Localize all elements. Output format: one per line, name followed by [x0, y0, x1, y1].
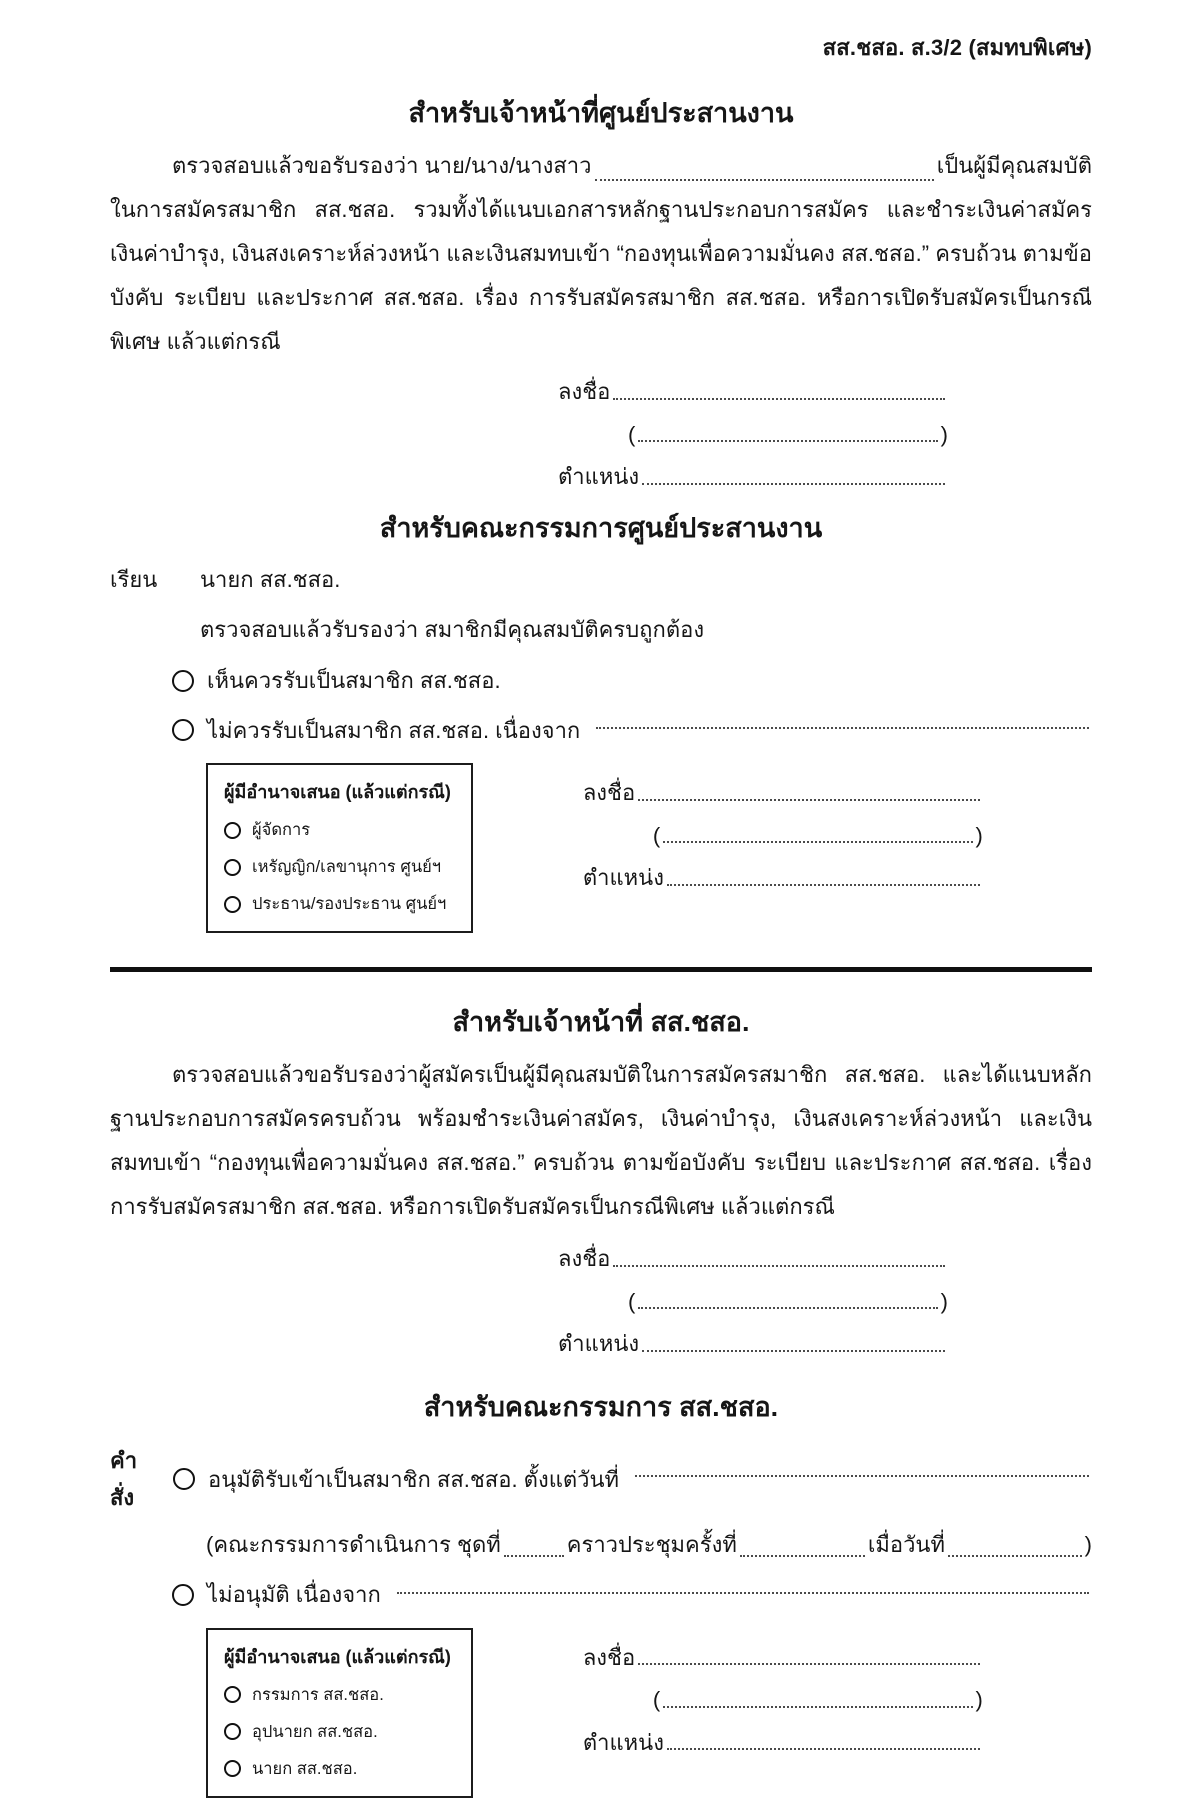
position-fill-line[interactable]	[642, 1350, 945, 1352]
section-divider	[110, 967, 1092, 972]
authority-option-vice-president-label: อุปนายก สส.ชสอ.	[252, 1722, 378, 1741]
authority-option-chairman-label: ประธาน/รองประธาน ศูนย์ฯ	[252, 895, 447, 914]
radio-treasurer-icon[interactable]	[224, 859, 241, 876]
sign-label: ลงชื่อ	[558, 1246, 611, 1272]
section4-signature-block	[583, 1630, 983, 1758]
committee-suffix: )	[1084, 1531, 1092, 1557]
sign-label: ลงชื่อ	[558, 379, 611, 404]
sign-label: ลงชื่อ	[582, 1644, 636, 1670]
approve-date-fill-line[interactable]	[635, 1475, 1089, 1477]
committee-set-fill-line[interactable]	[504, 1555, 564, 1557]
radio-committee-icon[interactable]	[224, 1686, 241, 1703]
section2-certify-line: ตรวจสอบแล้วรับรองว่า สมาชิกมีคุณสมบัติครบถูกต้อง	[200, 616, 705, 642]
signature-fill-line[interactable]	[613, 398, 945, 400]
paren-open: (	[652, 1687, 661, 1713]
authority-option-treasurer-label: เหรัญญิก/เลขานุการ ศูนย์ฯ	[252, 858, 442, 877]
section3-paragraph	[110, 1053, 1092, 1229]
radio-reject-icon[interactable]	[172, 719, 194, 741]
committee-mid1: คราวประชุมครั้งที่	[566, 1531, 737, 1557]
section4-order-row	[110, 1442, 1092, 1517]
signature-fill-line[interactable]	[638, 1663, 980, 1665]
section1-line1-suffix: เป็นผู้มีคุณสมบัติ	[936, 153, 1092, 178]
position-fill-line[interactable]	[642, 483, 945, 485]
signer-name-fill-line[interactable]	[638, 440, 937, 442]
signer-name-fill-line[interactable]	[638, 1307, 937, 1309]
section4-option-reject[interactable]	[110, 1576, 1092, 1613]
authority-option-president[interactable]	[224, 1756, 451, 1782]
section2-title: สำหรับคณะกรรมการศูนย์ประสานงาน	[379, 512, 823, 543]
section2-box-and-signature	[110, 763, 1092, 933]
paren-close: )	[940, 1288, 948, 1314]
section2-option-accept-label: เห็นควรรับเป็นสมาชิก สส.ชสอ.	[207, 668, 501, 694]
position-label: ตำแหน่ง	[558, 464, 640, 490]
order-label: คำสั่ง	[110, 1447, 138, 1511]
to-value: นายก สส.ชสอ.	[200, 566, 341, 592]
paren-close: )	[975, 822, 983, 848]
paren-close: )	[940, 421, 948, 447]
reject-reason-fill-line[interactable]	[596, 727, 1089, 729]
section4-box-and-signature	[110, 1628, 1092, 1798]
section3-title: สำหรับเจ้าหน้าที่ สส.ชสอ.	[452, 1007, 750, 1038]
section1-paragraph	[110, 144, 1092, 364]
radio-chairman-icon[interactable]	[224, 896, 241, 913]
position-label: ตำแหน่ง	[582, 865, 664, 891]
meeting-date-fill-line[interactable]	[948, 1555, 1082, 1557]
sign-label: ลงชื่อ	[582, 780, 636, 806]
section2-signature-block	[583, 765, 983, 893]
radio-manager-icon[interactable]	[224, 822, 241, 839]
section2-option-accept[interactable]	[110, 662, 1092, 699]
section2-authority-box	[206, 763, 473, 933]
position-label: ตำแหน่ง	[582, 1729, 664, 1755]
paren-open: (	[652, 822, 661, 848]
section4-authority-box	[206, 1628, 473, 1798]
position-fill-line[interactable]	[667, 884, 980, 886]
authority-option-chairman[interactable]	[224, 891, 451, 917]
to-label: เรียน	[110, 566, 158, 592]
section1-body-text: ในการสมัครสมาชิก สส.ชสอ. รวมทั้งได้แนบเอกสารหลักฐานประกอบการสมัคร และชำระเงินค่าสมัคร เงินค่าบำรุง, เงินสงเคราะห์ล่วงหน้า และเงินสมทบเข้า “กองทุนเพื่อความมั่นคง สส.ชสอ.” ครบถ้วน ตามข้อบังคับ ระเบียบ และประกาศ สส.ชสอ. เรื่อง การรับสมัครสมาชิก สส.ชสอ. หรือการเปิดรับสมัครเป็นกรณีพิเศษ แล้วแต่กรณี	[110, 197, 1092, 354]
authority-option-treasurer[interactable]	[224, 854, 451, 880]
committee-prefix: (คณะกรรมการดำเนินการ ชุดที่	[206, 1531, 501, 1557]
section3-body-text: ตรวจสอบแล้วขอรับรองว่าผู้สมัครเป็นผู้มีคุณสมบัติในการสมัครสมาชิก สส.ชสอ. และได้แนบหลักฐานประกอบการสมัครครบถ้วน พร้อมชำระเงินค่าสมัคร, เงินค่าบำรุง, เงินสงเคราะห์ล่วงหน้า และเงินสมทบเข้า “กองทุนเพื่อความมั่นคง สส.ชสอ.” ครบถ้วน ตามข้อบังคับ ระเบียบ และประกาศ สส.ชสอ. เรื่อง การรับสมัครสมาชิก สส.ชสอ. หรือการเปิดรับสมัครเป็นกรณีพิเศษ แล้วแต่กรณี	[110, 1062, 1092, 1220]
section4-option-reject-label: ไม่อนุมัติ เนื่องจาก	[207, 1582, 381, 1608]
radio-vice-president-icon[interactable]	[224, 1723, 241, 1740]
radio-president-icon[interactable]	[224, 1760, 241, 1777]
position-fill-line[interactable]	[667, 1748, 980, 1750]
committee-mid2: เมื่อวันที่	[867, 1531, 945, 1557]
authority-option-committee-label: กรรมการ สส.ชสอ.	[252, 1685, 384, 1704]
signature-fill-line[interactable]	[613, 1265, 945, 1267]
signer-name-fill-line[interactable]	[663, 841, 972, 843]
section1-line1-prefix: ตรวจสอบแล้วขอรับรองว่า นาย/นาง/นางสาว	[172, 153, 592, 178]
paren-close: )	[975, 1687, 983, 1713]
authority-box-title: ผู้มีอำนาจเสนอ (แล้วแต่กรณี)	[224, 1646, 451, 1667]
radio-approve-icon[interactable]	[173, 1468, 195, 1490]
paren-open: (	[628, 1288, 636, 1314]
authority-box-title: ผู้มีอำนาจเสนอ (แล้วแต่กรณี)	[224, 782, 451, 803]
section1-title: สำหรับเจ้าหน้าที่ศูนย์ประสานงาน	[408, 98, 794, 128]
section4-committee-row	[110, 1525, 1092, 1565]
section2-option-reject-label: ไม่ควรรับเป็นสมาชิก สส.ชสอ. เนื่องจาก	[207, 717, 581, 743]
authority-option-committee[interactable]	[224, 1682, 451, 1708]
section3-signature-block	[558, 1245, 948, 1359]
signer-name-fill-line[interactable]	[663, 1706, 972, 1708]
authority-option-manager-label: ผู้จัดการ	[252, 821, 311, 840]
authority-option-vice-president[interactable]	[224, 1719, 451, 1745]
section2-option-reject[interactable]	[110, 712, 1092, 749]
section4-title: สำหรับคณะกรรมการ สส.ชสอ.	[423, 1391, 779, 1422]
disapprove-reason-fill-line[interactable]	[397, 1592, 1089, 1594]
position-label: ตำแหน่ง	[558, 1331, 640, 1357]
section4-option-approve-label: อนุมัติรับเข้าเป็นสมาชิก สส.ชสอ. ตั้งแต่วันที่	[208, 1466, 620, 1492]
section2-to-row	[110, 559, 1092, 601]
authority-option-president-label: นายก สส.ชสอ.	[252, 1759, 358, 1778]
meeting-number-fill-line[interactable]	[740, 1555, 865, 1557]
form-code: สส.ชสอ. ส.3/2 (สมทบพิเศษ)	[822, 35, 1092, 60]
authority-option-manager[interactable]	[224, 817, 451, 843]
signature-fill-line[interactable]	[638, 799, 980, 801]
radio-accept-icon[interactable]	[172, 670, 194, 692]
paren-open: (	[628, 421, 636, 447]
applicant-name-fill-line[interactable]	[595, 179, 934, 181]
section1-signature-block	[558, 378, 948, 492]
radio-disapprove-icon[interactable]	[172, 1584, 194, 1606]
